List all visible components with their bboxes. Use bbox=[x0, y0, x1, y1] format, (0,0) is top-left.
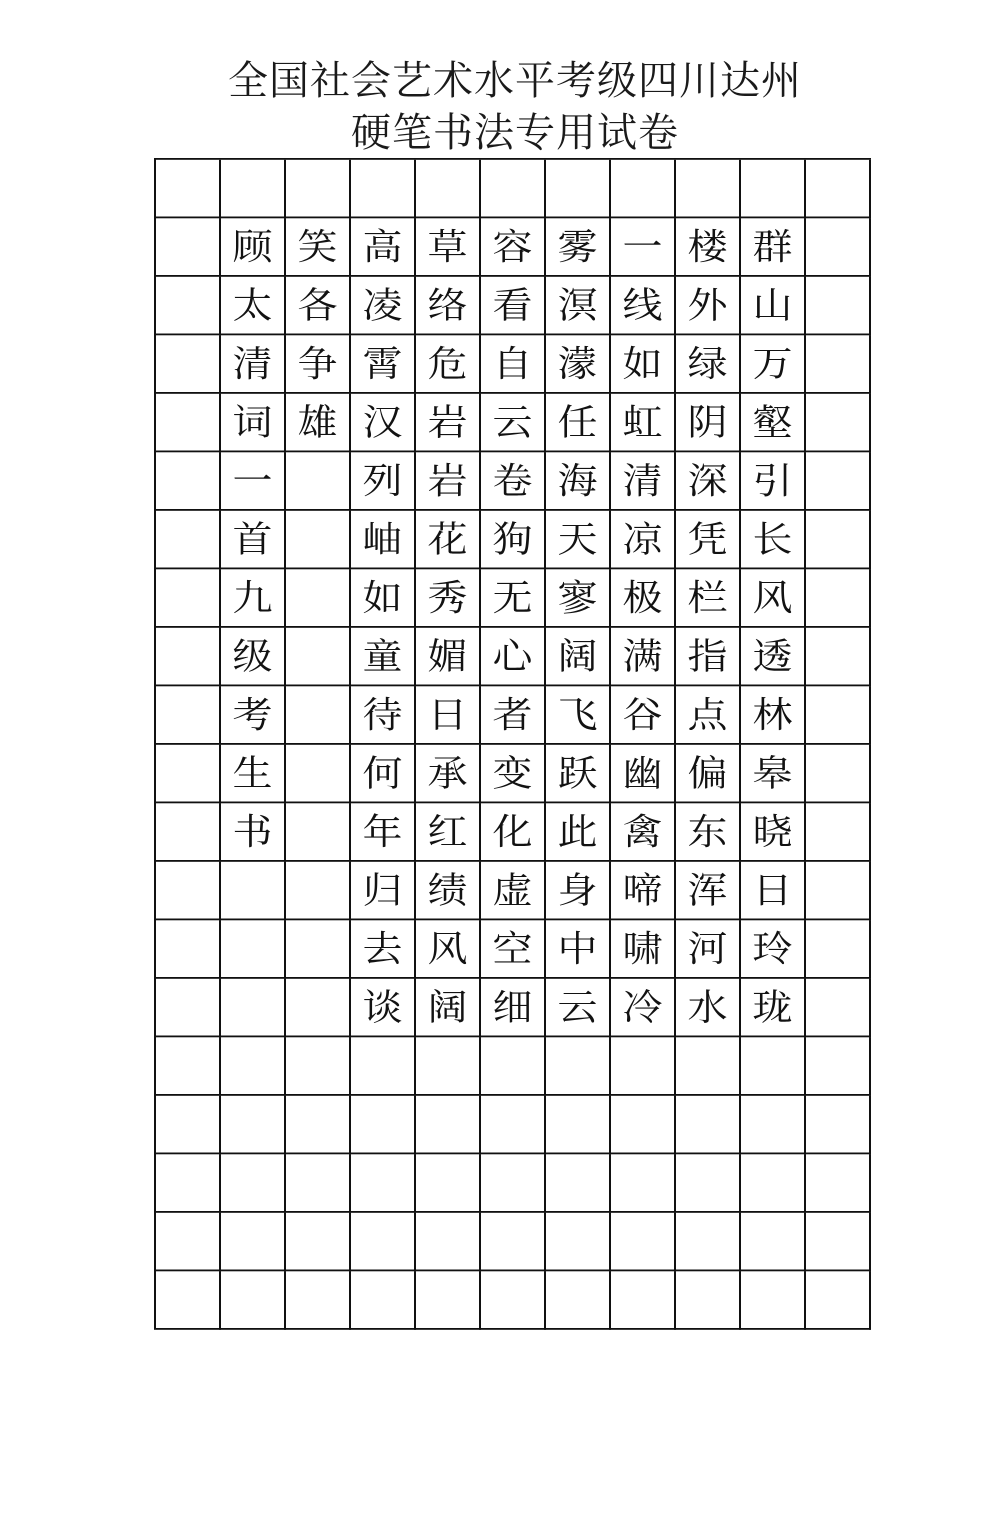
grid-cell bbox=[221, 920, 286, 979]
grid-cell bbox=[286, 569, 351, 628]
grid-character: 点 bbox=[676, 686, 741, 745]
grid-character: 中 bbox=[546, 920, 611, 979]
grid-character: 细 bbox=[481, 979, 546, 1038]
grid-character: 偏 bbox=[676, 745, 741, 804]
grid-character: 一 bbox=[611, 218, 676, 276]
grid-cell bbox=[156, 628, 221, 687]
grid-character: 水 bbox=[676, 979, 741, 1038]
grid-character: 栏 bbox=[676, 569, 741, 628]
grid-character: 玲 bbox=[741, 920, 806, 979]
grid-character: 年 bbox=[351, 803, 416, 862]
grid-cell bbox=[546, 1154, 611, 1212]
grid-character: 空 bbox=[481, 920, 546, 979]
grid-character: 飞 bbox=[546, 686, 611, 745]
grid-character: 岫 bbox=[351, 511, 416, 570]
grid-character: 阴 bbox=[676, 394, 741, 453]
exam-title-line2: 硬笔书法专用试卷 bbox=[351, 110, 679, 156]
grid-cell bbox=[806, 979, 871, 1038]
grid-cell bbox=[611, 1096, 676, 1155]
grid-character: 外 bbox=[676, 277, 741, 336]
grid-cell bbox=[676, 1037, 741, 1096]
grid-cell bbox=[156, 160, 221, 219]
grid-cell bbox=[806, 686, 871, 745]
exam-title-line1: 全国社会艺术水平考级四川达州 bbox=[228, 58, 802, 104]
grid-cell bbox=[481, 1096, 546, 1155]
grid-character: 虚 bbox=[481, 862, 546, 921]
grid-cell bbox=[286, 979, 351, 1038]
grid-cell bbox=[286, 1037, 351, 1096]
grid-character: 雄 bbox=[286, 394, 351, 453]
grid-cell bbox=[156, 277, 221, 336]
grid-cell bbox=[481, 160, 546, 219]
grid-character: 山 bbox=[741, 277, 806, 336]
grid-character: 云 bbox=[481, 394, 546, 453]
grid-cell bbox=[806, 511, 871, 570]
grid-character: 绿 bbox=[676, 335, 741, 394]
grid-cell bbox=[416, 1213, 481, 1272]
grid-character: 级 bbox=[221, 628, 286, 687]
grid-character: 日 bbox=[741, 862, 806, 921]
grid-character: 任 bbox=[546, 394, 611, 453]
exam-title bbox=[0, 55, 1000, 159]
grid-character: 词 bbox=[221, 394, 286, 453]
grid-cell bbox=[156, 803, 221, 862]
grid-cell bbox=[286, 1213, 351, 1272]
grid-character: 谈 bbox=[351, 979, 416, 1038]
grid-character: 笑 bbox=[286, 218, 351, 276]
grid-cell bbox=[611, 1154, 676, 1212]
grid-character: 秀 bbox=[416, 569, 481, 628]
grid-cell bbox=[546, 1213, 611, 1272]
grid-cell bbox=[481, 1271, 546, 1330]
grid-cell bbox=[806, 160, 871, 219]
grid-cell bbox=[806, 277, 871, 336]
grid-character: 危 bbox=[416, 335, 481, 394]
grid-character: 一 bbox=[221, 452, 286, 511]
grid-character: 啸 bbox=[611, 920, 676, 979]
grid-character: 承 bbox=[416, 745, 481, 804]
grid-cell bbox=[156, 862, 221, 921]
grid-cell bbox=[741, 1154, 806, 1212]
grid-character: 寥 bbox=[546, 569, 611, 628]
grid-character: 自 bbox=[481, 335, 546, 394]
grid-cell bbox=[806, 1037, 871, 1096]
grid-cell bbox=[806, 920, 871, 979]
calligraphy-sheet bbox=[154, 158, 872, 1528]
grid-character: 极 bbox=[611, 569, 676, 628]
grid-cell bbox=[156, 920, 221, 979]
grid-cell bbox=[286, 511, 351, 570]
grid-character: 禽 bbox=[611, 803, 676, 862]
grid-character: 浑 bbox=[676, 862, 741, 921]
grid-character: 晓 bbox=[741, 803, 806, 862]
grid-character: 看 bbox=[481, 277, 546, 336]
grid-character: 珑 bbox=[741, 979, 806, 1038]
grid-character: 日 bbox=[416, 686, 481, 745]
grid-character: 壑 bbox=[741, 394, 806, 453]
grid-cell bbox=[676, 1213, 741, 1272]
grid-character: 太 bbox=[221, 277, 286, 336]
grid-cell bbox=[156, 1154, 221, 1212]
grid-character: 归 bbox=[351, 862, 416, 921]
grid-character: 皋 bbox=[741, 745, 806, 804]
grid-character: 身 bbox=[546, 862, 611, 921]
grid-cell bbox=[156, 1213, 221, 1272]
grid-character: 待 bbox=[351, 686, 416, 745]
grid-cell bbox=[611, 1213, 676, 1272]
grid-character: 阔 bbox=[416, 979, 481, 1038]
grid-character: 汉 bbox=[351, 394, 416, 453]
grid-cell bbox=[286, 452, 351, 511]
grid-character: 线 bbox=[611, 277, 676, 336]
grid-character: 阔 bbox=[546, 628, 611, 687]
grid-character: 如 bbox=[611, 335, 676, 394]
grid-character: 林 bbox=[741, 686, 806, 745]
grid-character: 群 bbox=[741, 218, 806, 276]
grid-cell bbox=[416, 1154, 481, 1212]
grid-character: 岩 bbox=[416, 394, 481, 453]
grid-cell bbox=[546, 1096, 611, 1155]
grid-character: 东 bbox=[676, 803, 741, 862]
grid-character: 各 bbox=[286, 277, 351, 336]
grid-cell bbox=[286, 803, 351, 862]
grid-character: 狗 bbox=[481, 511, 546, 570]
grid-cell bbox=[676, 1154, 741, 1212]
grid-character: 雾 bbox=[546, 218, 611, 276]
grid-character: 络 bbox=[416, 277, 481, 336]
grid-character: 长 bbox=[741, 511, 806, 570]
grid-character: 凉 bbox=[611, 511, 676, 570]
grid-character: 清 bbox=[221, 335, 286, 394]
grid-cell bbox=[286, 628, 351, 687]
grid-character: 化 bbox=[481, 803, 546, 862]
writing-grid bbox=[154, 158, 871, 1330]
grid-cell bbox=[611, 1037, 676, 1096]
grid-character: 列 bbox=[351, 452, 416, 511]
grid-character: 如 bbox=[351, 569, 416, 628]
grid-cell bbox=[611, 1271, 676, 1330]
grid-character: 谷 bbox=[611, 686, 676, 745]
grid-cell bbox=[676, 1096, 741, 1155]
grid-character: 容 bbox=[481, 218, 546, 276]
grid-character: 去 bbox=[351, 920, 416, 979]
grid-cell bbox=[221, 1213, 286, 1272]
grid-cell bbox=[221, 1271, 286, 1330]
grid-cell bbox=[741, 1271, 806, 1330]
grid-cell bbox=[286, 745, 351, 804]
grid-cell bbox=[351, 160, 416, 219]
grid-cell bbox=[416, 1037, 481, 1096]
grid-character: 生 bbox=[221, 745, 286, 804]
grid-character: 清 bbox=[611, 452, 676, 511]
grid-cell bbox=[806, 569, 871, 628]
grid-character: 此 bbox=[546, 803, 611, 862]
grid-cell bbox=[286, 1096, 351, 1155]
grid-cell bbox=[156, 686, 221, 745]
grid-cell bbox=[351, 1154, 416, 1212]
grid-character: 霄 bbox=[351, 335, 416, 394]
grid-character: 顾 bbox=[221, 218, 286, 276]
grid-character: 何 bbox=[351, 745, 416, 804]
grid-cell bbox=[351, 1096, 416, 1155]
grid-cell bbox=[806, 452, 871, 511]
grid-cell bbox=[546, 1037, 611, 1096]
grid-cell bbox=[156, 394, 221, 453]
grid-character: 岩 bbox=[416, 452, 481, 511]
grid-cell bbox=[221, 1154, 286, 1212]
grid-cell bbox=[416, 1096, 481, 1155]
grid-cell bbox=[221, 160, 286, 219]
grid-character: 草 bbox=[416, 218, 481, 276]
grid-cell bbox=[351, 1037, 416, 1096]
grid-cell bbox=[741, 1096, 806, 1155]
grid-character: 凌 bbox=[351, 277, 416, 336]
grid-character: 高 bbox=[351, 218, 416, 276]
grid-cell bbox=[156, 569, 221, 628]
grid-cell bbox=[286, 1271, 351, 1330]
grid-cell bbox=[286, 920, 351, 979]
grid-cell bbox=[546, 160, 611, 219]
grid-cell bbox=[221, 979, 286, 1038]
grid-cell bbox=[351, 1271, 416, 1330]
grid-character: 深 bbox=[676, 452, 741, 511]
grid-character: 九 bbox=[221, 569, 286, 628]
grid-cell bbox=[221, 1096, 286, 1155]
grid-cell bbox=[741, 160, 806, 219]
grid-cell bbox=[741, 1213, 806, 1272]
grid-character: 指 bbox=[676, 628, 741, 687]
grid-cell bbox=[156, 979, 221, 1038]
grid-cell bbox=[481, 1037, 546, 1096]
grid-character: 书 bbox=[221, 803, 286, 862]
grid-character: 无 bbox=[481, 569, 546, 628]
grid-cell bbox=[156, 218, 221, 276]
grid-cell bbox=[156, 452, 221, 511]
grid-cell bbox=[806, 1213, 871, 1272]
grid-character: 濛 bbox=[546, 335, 611, 394]
grid-character: 冷 bbox=[611, 979, 676, 1038]
grid-character: 心 bbox=[481, 628, 546, 687]
grid-character: 绩 bbox=[416, 862, 481, 921]
grid-character: 啼 bbox=[611, 862, 676, 921]
grid-character: 媚 bbox=[416, 628, 481, 687]
grid-character: 满 bbox=[611, 628, 676, 687]
grid-cell bbox=[481, 1213, 546, 1272]
grid-cell bbox=[806, 1271, 871, 1330]
grid-character: 跃 bbox=[546, 745, 611, 804]
grid-character: 天 bbox=[546, 511, 611, 570]
grid-cell bbox=[286, 1154, 351, 1212]
grid-character: 考 bbox=[221, 686, 286, 745]
grid-cell bbox=[286, 686, 351, 745]
grid-character: 海 bbox=[546, 452, 611, 511]
grid-cell bbox=[806, 394, 871, 453]
grid-cell bbox=[676, 160, 741, 219]
grid-cell bbox=[156, 511, 221, 570]
grid-cell bbox=[806, 862, 871, 921]
grid-cell bbox=[806, 628, 871, 687]
grid-cell bbox=[806, 1096, 871, 1155]
grid-cell bbox=[806, 335, 871, 394]
grid-cell bbox=[416, 1271, 481, 1330]
grid-cell bbox=[221, 1037, 286, 1096]
grid-character: 首 bbox=[221, 511, 286, 570]
grid-character: 红 bbox=[416, 803, 481, 862]
grid-cell bbox=[156, 1271, 221, 1330]
grid-character: 者 bbox=[481, 686, 546, 745]
grid-character: 童 bbox=[351, 628, 416, 687]
grid-character: 引 bbox=[741, 452, 806, 511]
grid-cell bbox=[156, 335, 221, 394]
grid-character: 凭 bbox=[676, 511, 741, 570]
grid-cell bbox=[286, 862, 351, 921]
grid-cell bbox=[156, 1037, 221, 1096]
grid-character: 虹 bbox=[611, 394, 676, 453]
grid-cell bbox=[611, 160, 676, 219]
grid-cell bbox=[806, 803, 871, 862]
grid-cell bbox=[741, 1037, 806, 1096]
grid-character: 风 bbox=[416, 920, 481, 979]
grid-cell bbox=[806, 218, 871, 276]
grid-character: 云 bbox=[546, 979, 611, 1038]
grid-cell bbox=[806, 745, 871, 804]
grid-character: 万 bbox=[741, 335, 806, 394]
grid-character: 河 bbox=[676, 920, 741, 979]
grid-cell bbox=[481, 1154, 546, 1212]
grid-cell bbox=[156, 1096, 221, 1155]
grid-character: 透 bbox=[741, 628, 806, 687]
grid-cell bbox=[416, 160, 481, 219]
grid-character: 花 bbox=[416, 511, 481, 570]
grid-character: 溟 bbox=[546, 277, 611, 336]
grid-cell bbox=[156, 745, 221, 804]
grid-cell bbox=[806, 1154, 871, 1212]
grid-character: 幽 bbox=[611, 745, 676, 804]
grid-cell bbox=[351, 1213, 416, 1272]
grid-cell bbox=[546, 1271, 611, 1330]
grid-character: 风 bbox=[741, 569, 806, 628]
grid-cell bbox=[286, 160, 351, 219]
grid-cell bbox=[676, 1271, 741, 1330]
grid-character: 卷 bbox=[481, 452, 546, 511]
grid-cell bbox=[221, 862, 286, 921]
grid-character: 争 bbox=[286, 335, 351, 394]
grid-character: 变 bbox=[481, 745, 546, 804]
grid-character: 楼 bbox=[676, 218, 741, 276]
